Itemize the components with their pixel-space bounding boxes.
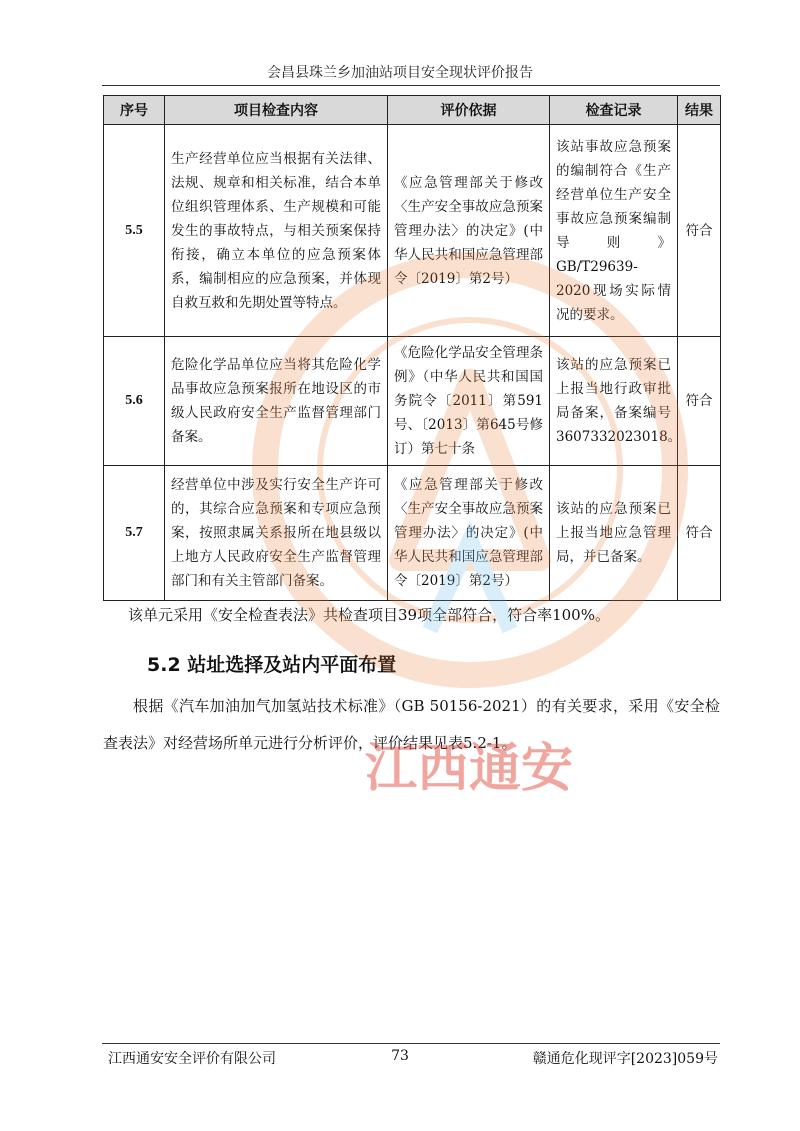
row-basis: 《应急管理部关于修改〈生产安全事故应急预案管理办法〉的决定》(中华人民共和国应急管理部令〔2019〕第2号） bbox=[388, 466, 550, 601]
row-number: 5.5 bbox=[104, 125, 165, 337]
row-record: 该站的应急预案已上报当地行政审批局备案，备案编号3607332023018。 bbox=[550, 337, 678, 466]
row-record: 该站事故应急预案的编制符合《生产经营单位生产安全事故应急预案编制导则》GB/T29639-2020现场实际情况的要求。 bbox=[550, 125, 678, 337]
footer-doc-number: 赣通危化现评字[2023]059号 bbox=[532, 1051, 718, 1067]
col-header-record: 检查记录 bbox=[550, 96, 678, 125]
row-content: 危险化学品单位应当将其危险化学品事故应急预案报所在地设区的市级人民政府安全生产监督管理部门备案。 bbox=[165, 337, 388, 466]
table-row bbox=[104, 466, 721, 601]
page-header-title: 会昌县珠兰乡加油站项目安全现状评价报告 bbox=[267, 65, 533, 81]
unit-summary: 该单元采用《安全检查表法》共检查项目39项全部符合，符合率100%。 bbox=[128, 606, 610, 624]
col-header-no: 序号 bbox=[104, 96, 165, 125]
footer-page-number: 73 bbox=[391, 1048, 409, 1064]
row-number: 5.7 bbox=[104, 466, 165, 601]
row-basis: 《危险化学品安全管理条例》（中华人民共和国国务院令〔2011〕第591号、〔2013〕第645号修订）第七十条 bbox=[388, 337, 550, 466]
header-divider bbox=[102, 85, 720, 86]
footer-divider bbox=[102, 1043, 720, 1044]
row-result: 符合 bbox=[678, 337, 721, 466]
footer-company: 江西通安安全评价有限公司 bbox=[108, 1051, 276, 1067]
col-header-basis: 评价依据 bbox=[388, 96, 550, 125]
col-header-content: 项目检查内容 bbox=[165, 96, 388, 125]
table-row bbox=[104, 125, 721, 337]
section-paragraph: 根据《汽车加油加气加氢站技术标准》（GB 50156-2021）的有关要求，采用《安全检查表法》对经营场所单元进行分析评价，评价结果见表5.2-1。 bbox=[103, 697, 720, 752]
row-content: 经营单位中涉及实行安全生产许可的，其综合应急预案和专项应急预案，按照隶属关系报所在地县级以上地方人民政府安全生产监督管理部门和有关主管部门备案。 bbox=[165, 466, 388, 601]
row-basis: 《应急管理部关于修改〈生产安全事故应急预案管理办法〉的决定》(中华人民共和国应急管理部令〔2019〕第2号） bbox=[388, 125, 550, 337]
row-result: 符合 bbox=[678, 466, 721, 601]
table-header-row bbox=[104, 96, 721, 125]
row-content: 生产经营单位应当根据有关法律、法规、规章和相关标准，结合本单位组织管理体系、生产规模和可能发生的事故特点，与相关预案保持衔接，确立本单位的应急预案体系，编制相应的应急预案，并体现自救互救和先期处置等特点。 bbox=[165, 125, 388, 337]
row-number: 5.6 bbox=[104, 337, 165, 466]
row-result: 符合 bbox=[678, 125, 721, 337]
table-row bbox=[104, 337, 721, 466]
safety-check-table bbox=[103, 95, 721, 601]
col-header-result: 结果 bbox=[678, 96, 721, 125]
watermark-text: 江西通安 bbox=[365, 739, 574, 799]
section-heading: 5.2 站址选择及站内平面布置 bbox=[147, 654, 397, 676]
row-record: 该站的应急预案已上报当地应急管理局，并已备案。 bbox=[550, 466, 678, 601]
